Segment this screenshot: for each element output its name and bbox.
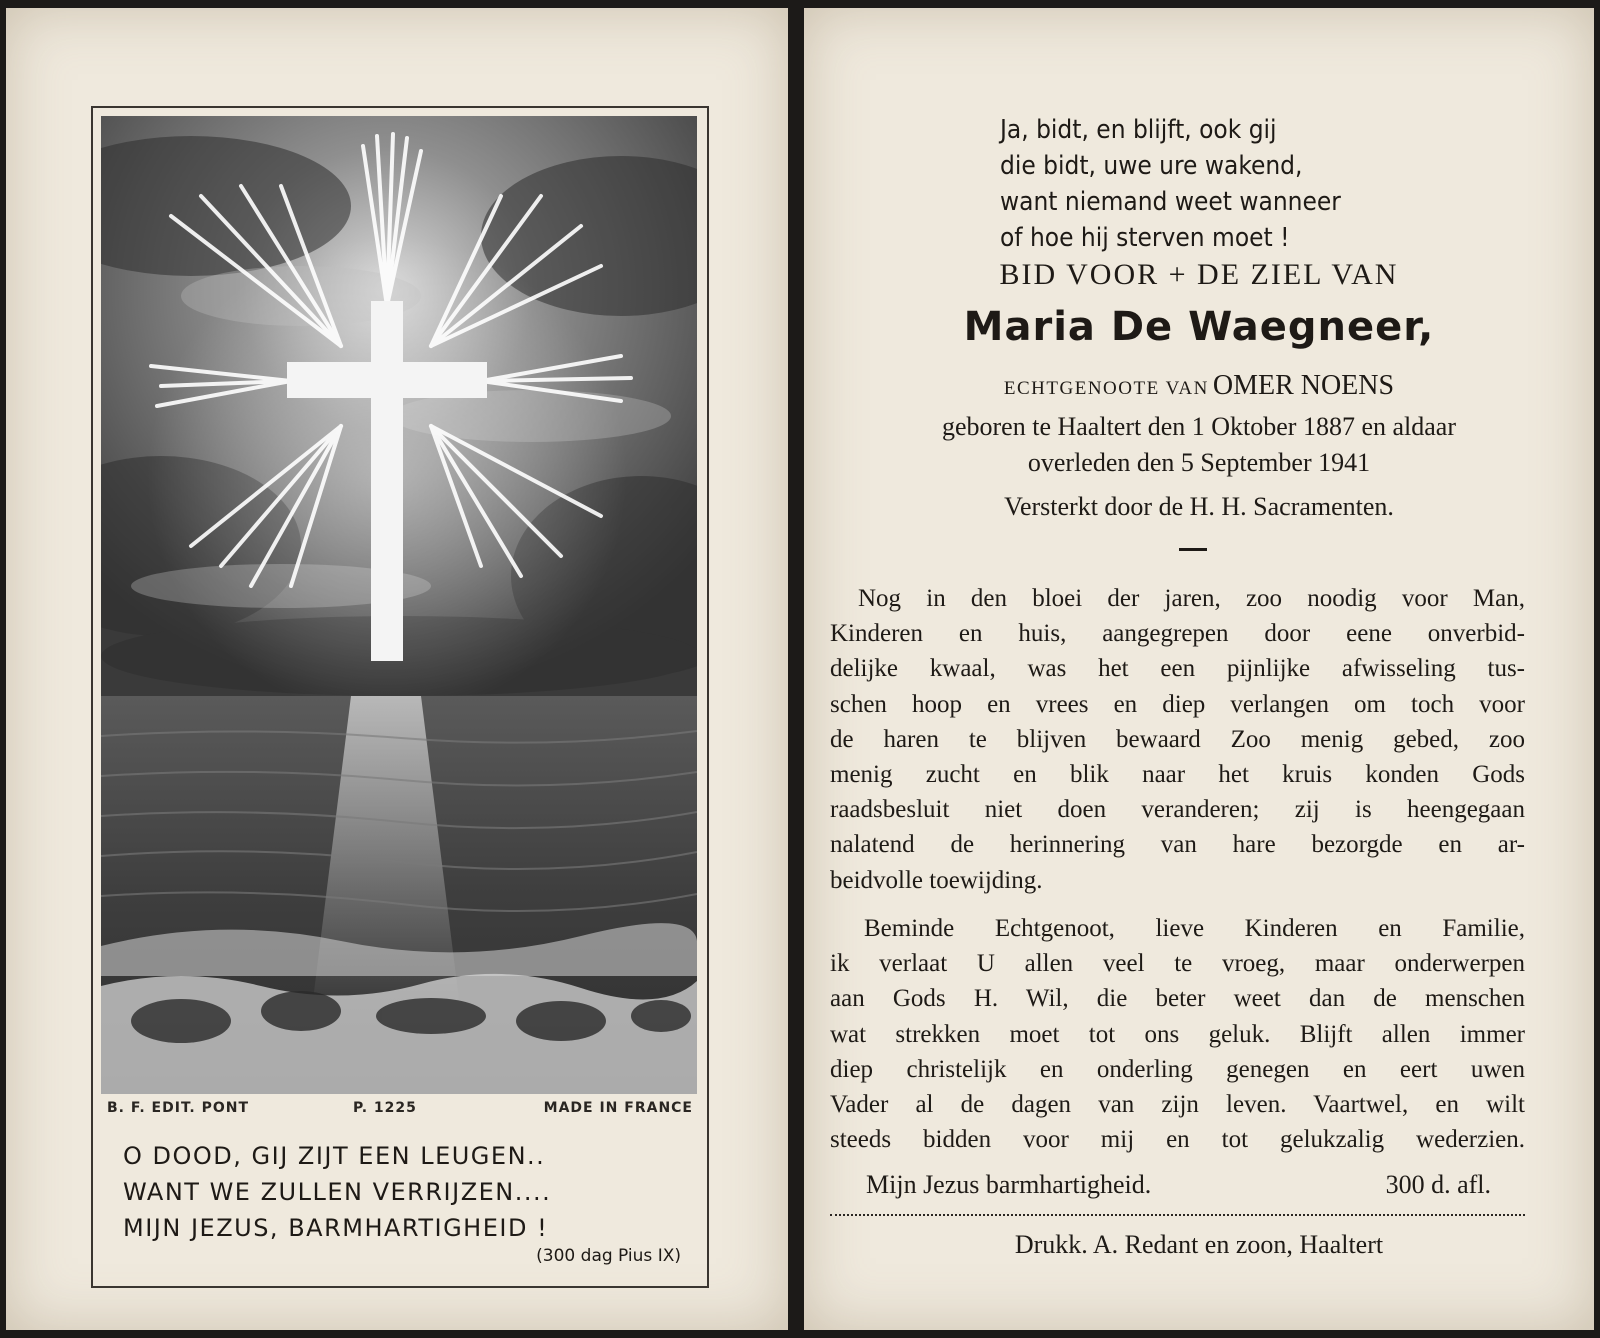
indulgence-note: (300 dag Pius IX) [536, 1246, 681, 1266]
paragraph-line: raadsbesluit niet doen veranderen; zij is heengegaan [830, 796, 1525, 824]
illustration-svg [101, 116, 697, 1094]
paragraph-line: wat strekken moet tot ons geluk. Blijft allen immer [830, 1020, 1525, 1048]
prayer-text [123, 1138, 687, 1246]
birth-line: geboren te Haaltert den 1 Oktober 1887 en aldaar [941, 412, 1456, 441]
publisher-credit: B. F. EDIT. PONT [107, 1100, 249, 1116]
spouse-prefix: ECHTGENOOTE VAN [1003, 378, 1209, 399]
prayer-line: WANT WE ZULLEN VERRIJZEN.... [123, 1178, 552, 1206]
paragraph-line: Kinderen en huis, aangegrepen door eene onverbid- [830, 620, 1525, 648]
dotted-rule [830, 1214, 1525, 1216]
mercy-indulgence: 300 d. afl. [1385, 1170, 1491, 1199]
memorial-card-back [804, 8, 1594, 1330]
paragraph-line: ik verlaat U allen veel te vroeg, maar onderwerpen [830, 950, 1525, 978]
mercy-invocation [866, 1170, 1491, 1200]
print-credits [107, 1100, 693, 1122]
paragraph-line: diep christelijk en onderling genegen en eert uwen [830, 1055, 1525, 1083]
paragraph-line: Vader al de dagen van zijn leven. Vaartwel, en wilt [830, 1091, 1525, 1119]
divider [1179, 548, 1207, 551]
sacraments-line: Versterkt door de H. H. Sacramenten. [1004, 492, 1394, 521]
memorial-card-front [6, 8, 788, 1330]
prayer-line: MIJN JEZUS, BARMHARTIGHEID ! [123, 1214, 549, 1242]
paragraph-line: schen hoop en vrees en diep verlangen om toch voor [830, 690, 1525, 718]
paragraph-line: beidvolle toewijding. [830, 866, 1043, 894]
opening-verse [1000, 112, 1341, 256]
printer-credit: Drukk. A. Redant en zoon, Haaltert [1014, 1230, 1384, 1259]
paragraph-line: Nog in den bloei der jaren, zoo noodig voor Man, [858, 585, 1525, 612]
paragraph-line: delijke kwaal, was het een pijnlijke afwisseling tus- [830, 655, 1525, 683]
picture-frame [91, 106, 709, 1288]
print-number: P. 1225 [353, 1100, 417, 1116]
farewell-paragraph [830, 911, 1525, 1157]
verse-line: of hoe hij sterven moet ! [1000, 223, 1290, 253]
cross-over-sea-illustration [101, 116, 697, 1094]
spouse-line [824, 370, 1574, 402]
origin-credit: MADE IN FRANCE [543, 1100, 693, 1116]
verse-line: want niemand weet wanneer [1000, 187, 1341, 217]
paragraph-line: de haren te blijven bewaard Zoo menig gebed, zoo [830, 725, 1525, 753]
paragraph-line: menig zucht en blik naar het kruis konden Gods [830, 761, 1525, 789]
deceased-name: Maria De Waegneer, [963, 304, 1435, 350]
verse-line: die bidt, uwe ure wakend, [1000, 151, 1303, 181]
spouse-name: OMER NOENS [1212, 370, 1395, 401]
death-line: overleden den 5 September 1941 [1027, 448, 1371, 477]
paragraph-line: aan Gods H. Wil, die beter weet dan de menschen [830, 985, 1525, 1013]
verse-line: Ja, bidt, en blijft, ook gij [1000, 115, 1277, 145]
paragraph-line: Beminde Echtgenoot, lieve Kinderen en Familie, [864, 915, 1525, 942]
prayer-line: O DOOD, GIJ ZIJT EEN LEUGEN.. [123, 1142, 546, 1170]
paragraph-line: steeds bidden voor mij en tot gelukzalig wederzien. [830, 1126, 1525, 1154]
mercy-line: Mijn Jezus barmhartigheid. [866, 1170, 1152, 1199]
pray-for-soul-line: BID VOOR + DE ZIEL VAN [999, 258, 1399, 291]
eulogy-paragraph [830, 581, 1525, 898]
paragraph-line: nalatend de herinnering van hare bezorgde en ar- [830, 831, 1525, 859]
